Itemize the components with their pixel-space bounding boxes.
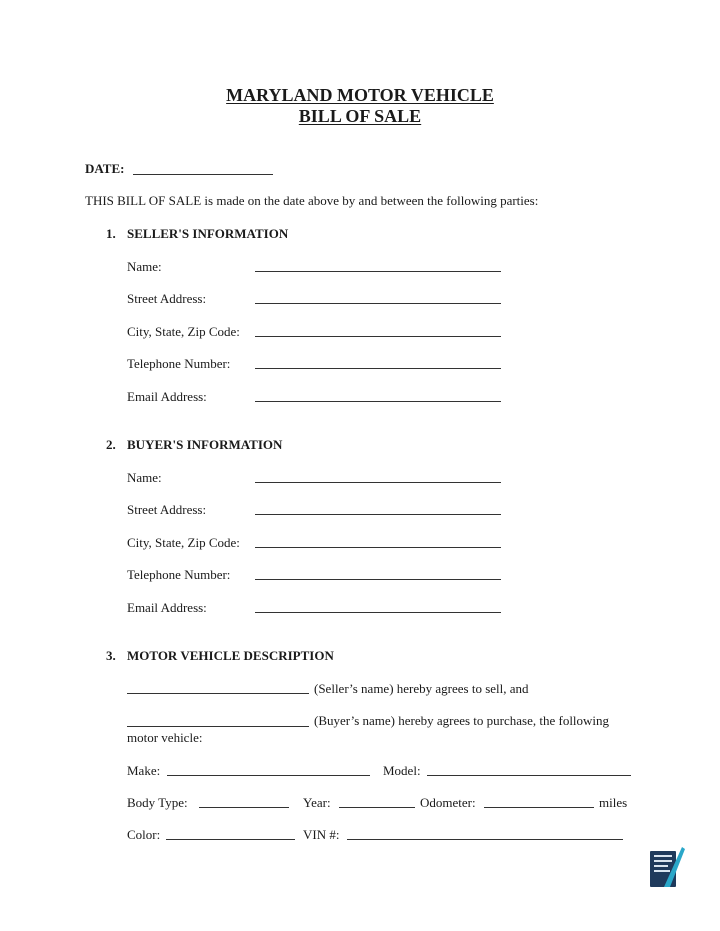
seller-city-label: City, State, Zip Code: xyxy=(127,324,240,339)
vehicle-section-number: 3. xyxy=(106,648,116,663)
seller-email-label: Email Address: xyxy=(127,389,207,404)
seller-phone-field[interactable] xyxy=(255,368,501,369)
seller-street-label: Street Address: xyxy=(127,291,207,306)
year-field[interactable] xyxy=(339,807,415,808)
color-label: Color: xyxy=(127,827,161,842)
buyer-phone-field[interactable] xyxy=(255,579,501,580)
buyer-email-label: Email Address: xyxy=(127,600,207,615)
year-label: Year: xyxy=(303,795,331,810)
buyer-phone-label: Telephone Number: xyxy=(127,567,231,582)
seller-name-label: Name: xyxy=(127,259,162,274)
title-line-2: BILL OF SALE xyxy=(298,106,422,126)
seller-section-number: 1. xyxy=(106,226,116,241)
document-logo-icon xyxy=(648,843,686,891)
seller-city-field[interactable] xyxy=(255,336,501,337)
make-field[interactable] xyxy=(167,775,370,776)
seller-name-field[interactable] xyxy=(255,271,501,272)
body-type-field[interactable] xyxy=(199,807,289,808)
buyer-name-label: Name: xyxy=(127,470,162,485)
odometer-label: Odometer: xyxy=(420,795,476,810)
intro-text: THIS BILL OF SALE is made on the date above by and between the following parties: xyxy=(85,193,539,208)
date-field[interactable] xyxy=(133,174,273,175)
seller-clause-text: (Seller’s name) hereby agrees to sell, and xyxy=(314,681,529,696)
buyer-section-number: 2. xyxy=(106,437,116,452)
buyer-city-field[interactable] xyxy=(255,547,501,548)
buyer-clause-text: (Buyer’s name) hereby agrees to purchase, the following xyxy=(314,713,610,728)
color-field[interactable] xyxy=(166,839,295,840)
miles-label: miles xyxy=(599,795,628,810)
seller-email-field[interactable] xyxy=(255,401,501,402)
odometer-field[interactable] xyxy=(484,807,594,808)
buyer-name-blank[interactable] xyxy=(127,726,309,727)
buyer-city-label: City, State, Zip Code: xyxy=(127,535,240,550)
vin-field[interactable] xyxy=(347,839,623,840)
buyer-section-heading: BUYER'S INFORMATION xyxy=(127,437,283,452)
vin-label: VIN #: xyxy=(303,827,340,842)
seller-phone-label: Telephone Number: xyxy=(127,356,231,371)
model-label: Model: xyxy=(383,763,421,778)
seller-name-blank[interactable] xyxy=(127,693,309,694)
motor-vehicle-text: motor vehicle: xyxy=(127,730,203,745)
date-label: DATE: xyxy=(85,161,125,176)
buyer-street-label: Street Address: xyxy=(127,502,207,517)
make-label: Make: xyxy=(127,763,161,778)
body-type-label: Body Type: xyxy=(127,795,188,810)
title-line-1: MARYLAND MOTOR VEHICLE xyxy=(226,85,494,105)
vehicle-section-heading: MOTOR VEHICLE DESCRIPTION xyxy=(127,648,334,663)
buyer-email-field[interactable] xyxy=(255,612,501,613)
model-field[interactable] xyxy=(427,775,631,776)
buyer-name-field[interactable] xyxy=(255,482,501,483)
buyer-street-field[interactable] xyxy=(255,514,501,515)
document-title xyxy=(0,85,720,127)
seller-street-field[interactable] xyxy=(255,303,501,304)
seller-section-heading: SELLER'S INFORMATION xyxy=(127,226,289,241)
